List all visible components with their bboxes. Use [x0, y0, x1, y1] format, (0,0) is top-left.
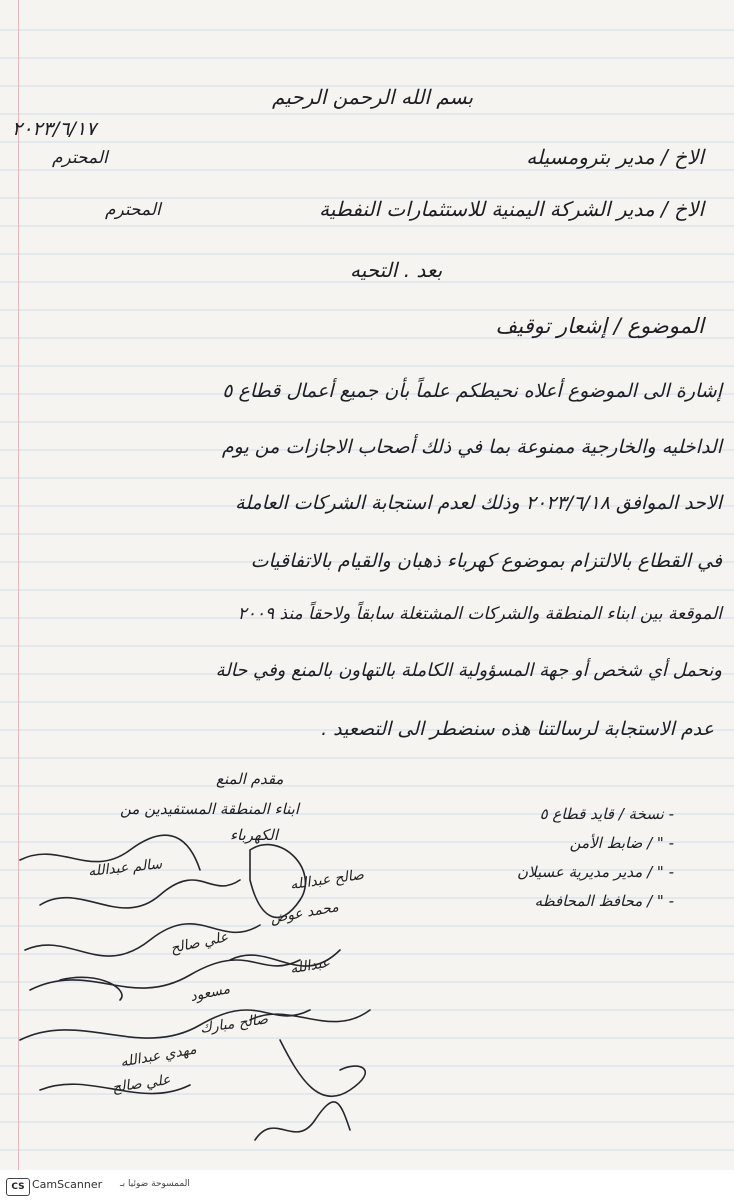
body-line: الاحد الموافق ٢٠٢٣/٦/١٨ وذلك لعدم استجابة الشركات العاملة [235, 492, 722, 514]
signature-name: صالح مبارك [199, 1011, 269, 1037]
signature-name: سالم عبدالله [87, 856, 163, 880]
letter-date: ٢٠٢٣/٦/١٧ [12, 118, 97, 140]
copy-line: - " / ضابط الأمن [569, 834, 674, 852]
body-line: الموقعة بين ابناء المنطقة والشركات المشتغلة سابقاً ولاحقاً منذ ٢٠٠٩ [237, 604, 722, 624]
camscanner-logo: CS [6, 1178, 30, 1196]
body-line: ونحمل أي شخص أو جهة المسؤولية الكاملة بالتهاون بالمنع وفي حالة [215, 660, 722, 681]
signature-name: مسعود [188, 980, 232, 1006]
recipient-1: الاخ / مدير بترومسيله [526, 145, 704, 169]
camscanner-brand: CamScanner [32, 1178, 103, 1191]
body-line: الداخليه والخارجية ممنوعة بما في ذلك أصحاب الاجازات من يوم [221, 436, 722, 458]
honorific-2: المحترم [105, 200, 161, 220]
copy-line: - نسخة / قايد قطاع ٥ [539, 805, 674, 823]
body-line: إشارة الى الموضوع أعلاه نحيطكم علماً بأن جميع أعمال قطاع ٥ [222, 380, 722, 402]
subject-line: الموضوع / إشعار توقيف [495, 314, 704, 338]
scanner-footer [0, 1170, 734, 1200]
recipient-2: الاخ / مدير الشركة اليمنية للاستثمارات النفطية [319, 197, 704, 221]
signature-name: مهدي عبدالله [119, 1041, 198, 1071]
submitter-title: مقدم المنع [216, 770, 284, 788]
submitter-name-2: الكهرباء [230, 826, 279, 844]
signature-name: صالح عبدالله [289, 866, 365, 894]
submitter-name: ابناء المنطقة المستفيدين من [120, 800, 300, 818]
signature-name: علي صالح [168, 929, 230, 957]
body-line: في القطاع بالالتزام بموضوع كهرباء ذهبان والقيام بالاتفاقيات [250, 550, 722, 572]
body-line: عدم الاستجابة لرسالتنا هذه سنضطر الى التصعيد . [321, 718, 714, 740]
signature-name: عبدالله [288, 954, 332, 978]
copy-line: - " / محافظ المحافظه [534, 892, 674, 910]
honorific-1: المحترم [52, 148, 108, 168]
copy-line: - " / مدير مديرية عسيلان [517, 863, 674, 881]
signature-name: علي صالح [111, 1072, 172, 1096]
signature-name: محمد عوض [269, 899, 340, 927]
basmala: بسم الله الرحمن الرحيم [272, 85, 474, 109]
greeting: بعد . التحيه [350, 258, 443, 282]
camscanner-caption: الممسوحة ضوئيا بـ [120, 1179, 190, 1189]
